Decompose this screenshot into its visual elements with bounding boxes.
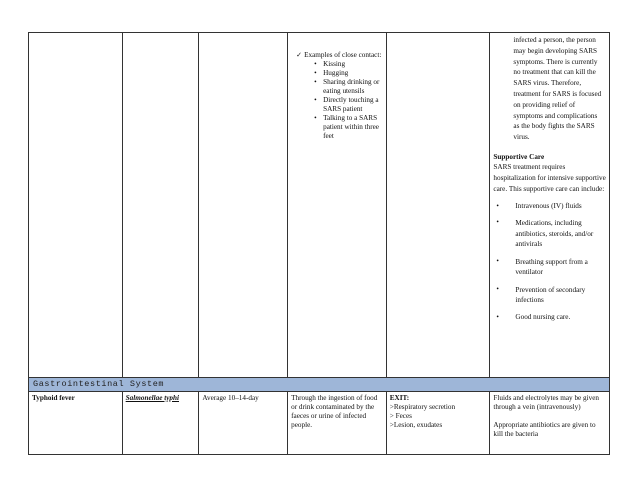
list-item: • Sharing drinking or eating utensils — [323, 78, 383, 96]
supportive-care-text: SARS treatment requires hospitalization for intensive supportive care. This supportive care can include: — [493, 162, 606, 193]
list-item: • Kissing — [323, 60, 383, 69]
cell-close-contact — [288, 33, 387, 377]
treatment-intro-text: infected a person, the person may begin developing SARS symptoms. There is currently no treatment that can kill the SARS virus. Therefore, treatment for SARS is focused on providing relief of symptoms and complications as the body fights the SARS virus. — [513, 36, 602, 142]
supportive-care-title: Supportive Care — [493, 152, 545, 161]
close-contact-list — [296, 60, 383, 141]
treatment-text: Appropriate antibiotics are given to kill the bacteria — [493, 421, 596, 438]
exit-item: > Feces — [389, 412, 412, 420]
cell-disease: Typhoid fever — [29, 392, 123, 454]
disease-table — [28, 32, 610, 455]
cell-agent-empty — [123, 33, 200, 377]
cell-agent: Salmonellae typhi — [123, 392, 200, 454]
cell-transmission: Through the ingestion of food or drink contaminated by the faeces or urine of infected people. — [288, 392, 387, 454]
list-item: • Hugging — [323, 69, 383, 78]
checkmark-icon: ✓ — [296, 51, 303, 59]
list-item: • Prevention of secondary infections — [509, 285, 606, 306]
exit-label: EXIT: — [389, 394, 410, 402]
cell-exit-empty — [387, 33, 491, 377]
list-item: • Good nursing care. — [509, 313, 606, 322]
table-row-sars-continued — [29, 33, 609, 378]
cell-treatment — [490, 392, 609, 454]
list-item: • Directly touching a SARS patient — [323, 96, 383, 114]
cell-disease-empty — [29, 33, 123, 377]
list-item: • Medications, including antibiotics, steroids, and/or antivirals — [509, 218, 606, 250]
cell-exit — [387, 392, 491, 454]
section-header-gastrointestinal: Gastrointestinal System — [29, 378, 609, 392]
cell-treatment-sars — [490, 33, 609, 377]
list-item: • Intravenous (IV) fluids — [509, 202, 606, 211]
treatment-text: Fluids and electrolytes may be given through a vein (intravenously) — [493, 394, 599, 411]
cell-incubation-empty — [199, 33, 288, 377]
exit-item: >Respiratory secretion — [389, 403, 456, 411]
table-row-typhoid — [29, 392, 609, 454]
close-contact-heading — [296, 51, 383, 60]
exit-item: >Lesion, exudates — [389, 421, 443, 429]
cell-incubation: Average 10–14-day — [199, 392, 288, 454]
supportive-care-list — [493, 202, 606, 322]
list-item: • Talking to a SARS patient within three feet — [323, 114, 383, 141]
list-item: • Breathing support from a ventilator — [509, 257, 606, 278]
close-contact-heading-text: Examples of close contact: — [304, 51, 382, 59]
